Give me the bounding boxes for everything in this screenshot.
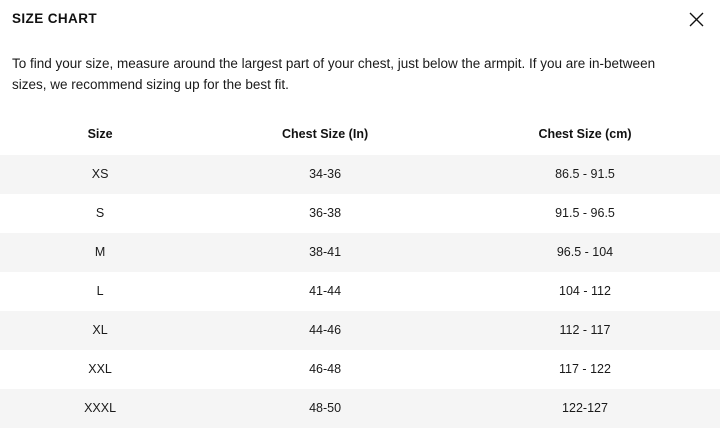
cell-size: XXXL bbox=[0, 389, 200, 428]
table-row bbox=[0, 389, 720, 428]
size-table bbox=[0, 117, 720, 428]
intro-text: To find your size, measure around the largest part of your chest, just below the armpit. If you are in-between sizes, we recommend sizing up for the best fit. bbox=[12, 55, 656, 92]
cell-chest-in: 46-48 bbox=[200, 350, 450, 389]
cell-size: XL bbox=[0, 311, 200, 350]
cell-chest-cm: 112 - 117 bbox=[450, 311, 720, 350]
table-row bbox=[0, 194, 720, 233]
cell-chest-in: 36-38 bbox=[200, 194, 450, 233]
column-header-chest-cm: Chest Size (cm) bbox=[450, 117, 720, 155]
cell-chest-in: 41-44 bbox=[200, 272, 450, 311]
cell-chest-cm: 91.5 - 96.5 bbox=[450, 194, 720, 233]
cell-size: M bbox=[0, 233, 200, 272]
cell-chest-cm: 104 - 112 bbox=[450, 272, 720, 311]
modal-header bbox=[0, 0, 720, 29]
cell-chest-cm: 117 - 122 bbox=[450, 350, 720, 389]
cell-chest-cm: 96.5 - 104 bbox=[450, 233, 720, 272]
table-row bbox=[0, 272, 720, 311]
cell-size: L bbox=[0, 272, 200, 311]
cell-chest-cm: 122-127 bbox=[450, 389, 720, 428]
cell-size: XS bbox=[0, 155, 200, 194]
cell-chest-in: 44-46 bbox=[200, 311, 450, 350]
column-header-chest-in: Chest Size (In) bbox=[200, 117, 450, 155]
table-row bbox=[0, 233, 720, 272]
table-header-row bbox=[0, 117, 720, 155]
cell-chest-cm: 86.5 - 91.5 bbox=[450, 155, 720, 194]
cell-chest-in: 34-36 bbox=[200, 155, 450, 194]
cell-size: XXL bbox=[0, 350, 200, 389]
cell-chest-in: 48-50 bbox=[200, 389, 450, 428]
cell-size: S bbox=[0, 194, 200, 233]
size-table-container bbox=[0, 117, 720, 428]
table-row bbox=[0, 311, 720, 350]
close-icon[interactable] bbox=[686, 9, 706, 29]
cell-chest-in: 38-41 bbox=[200, 233, 450, 272]
column-header-size: Size bbox=[0, 117, 200, 155]
table-row bbox=[0, 155, 720, 194]
page-title: SIZE CHART bbox=[12, 11, 97, 26]
table-row bbox=[0, 350, 720, 389]
